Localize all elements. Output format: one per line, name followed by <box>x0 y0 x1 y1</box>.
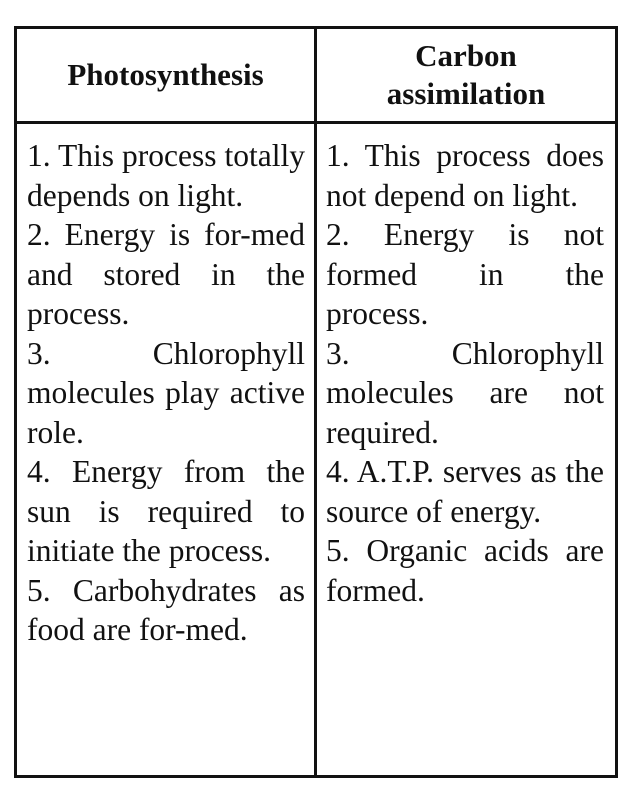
carbon-assimilation-point-1: 1. This process does not depend on light. <box>326 138 604 213</box>
carbon-assimilation-point-3: 3. Chlorophyll molecules are not required. <box>326 335 604 450</box>
photosynthesis-point-5: 5. Carbohydrates as food are for-med. <box>27 572 305 647</box>
photosynthesis-point-2: 2. Energy is for-med and stored in the process. <box>27 217 305 331</box>
header-photosynthesis-label: Photosynthesis <box>67 57 264 92</box>
header-carbon-assimilation <box>317 29 615 121</box>
header-divider <box>17 121 615 124</box>
photosynthesis-point-1: 1. This process totally depends on light. <box>27 138 305 213</box>
comparison-table <box>14 26 618 778</box>
header-assimilation-label: assimilation <box>386 76 546 111</box>
column-divider <box>314 29 317 775</box>
header-carbon-label: Carbon <box>415 38 517 73</box>
photosynthesis-point-3: 3. Chlorophyll molecules play active role. <box>27 335 305 450</box>
photosynthesis-column <box>27 136 305 650</box>
carbon-assimilation-point-4: 4. A.T.P. serves as the source of energy. <box>326 454 604 529</box>
carbon-assimilation-point-2: 2. Energy is not formed in the process. <box>326 217 604 331</box>
header-photosynthesis <box>17 29 314 121</box>
photosynthesis-point-4: 4. Energy from the sun is required to initiate the process. <box>27 454 305 568</box>
carbon-assimilation-point-5: 5. Organic acids are formed. <box>326 533 604 608</box>
carbon-assimilation-column <box>326 136 604 610</box>
